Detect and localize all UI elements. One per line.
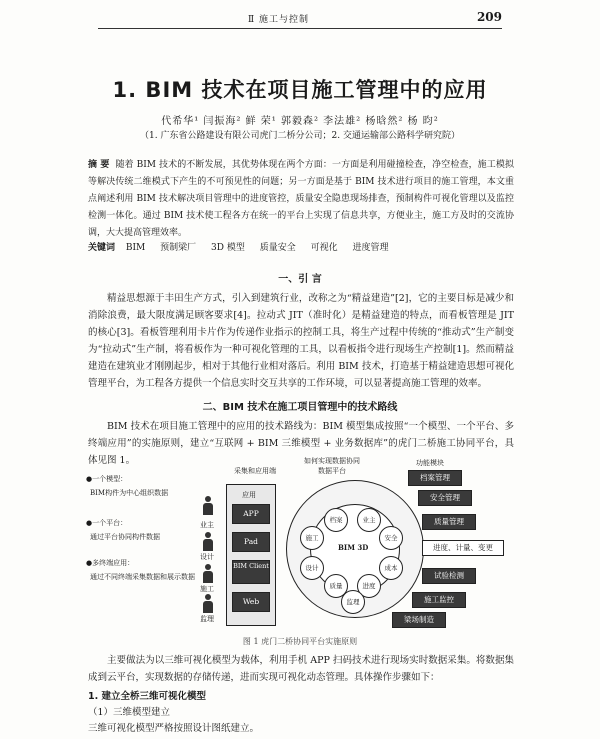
substep-text: 三维可视化模型严格按照设计图纸建立。	[88, 723, 260, 734]
person-icon	[202, 496, 214, 516]
figure-col-head-func: 功能模块	[416, 459, 444, 467]
keyword: 进度管理	[352, 243, 389, 253]
keyword: 预制梁厂	[160, 243, 197, 253]
function-module: 质量管理	[422, 514, 476, 530]
step-heading: 1. 建立全桥三维可视化模型	[88, 691, 207, 702]
figure-caption: 图 1 虎门二桥协同平台实施原则	[242, 637, 358, 646]
section-heading: 二、BIM 技术在施工项目管理中的技术路线	[202, 402, 398, 413]
ring-node: 成本	[379, 556, 403, 580]
keyword: BIM	[125, 243, 146, 253]
keyword: 3D 模型	[211, 243, 245, 253]
ring-node: 业主	[357, 508, 381, 532]
terminal-bim-client: BIM Client	[232, 560, 270, 584]
ring-node: 监理	[341, 590, 365, 614]
figure-left-title: ●一个模型：	[86, 475, 128, 483]
section1-paragraph: 精益思想源于丰田生产方式，引入到建筑行业，改称之为“精益建造”[2]，它的主要目标是减少和消除浪费，最大限度满足顾客要求[4]。拉动式 JIT（准时化）是精益建造的特点，而看板管理是 JIT 的核心[3]。看板管理利用卡片作为传递作业指示的控制工具，将生产过程中传统的“推动式”生产制变为“拉动式”生产制，将看板作为一种可视化管理的工具，以看板指令进行现场生产控制[1]。然而精益建造在建筑业才刚刚起步，相对于其他行业相对落后。利用 BIM 技术，打造基于精益建造思想可视化管理平台，为工程各方提供一个信息实时交互共享的工作环境，可以显著提高施工管理的效率。	[88, 293, 514, 389]
ring-node: 质量	[324, 574, 348, 598]
page-number: 209	[476, 10, 502, 24]
paper-title: 1. BIM 技术在项目施工管理中的应用	[112, 78, 488, 102]
role-label: 监理	[200, 615, 214, 623]
figure-left-title: ●多终端应用：	[86, 559, 135, 567]
keyword: 可视化	[310, 243, 338, 253]
abstract-label: 摘 要	[88, 160, 110, 170]
ring-node: 施工	[300, 526, 324, 550]
person-icon	[202, 564, 214, 584]
figure-left-desc: 通过平台协同构件数据	[90, 533, 160, 541]
section-heading: 一、引 言	[278, 274, 322, 285]
person-icon	[202, 594, 214, 614]
figure-left-title: ●一个平台：	[86, 519, 128, 527]
terminal-web: Web	[232, 592, 270, 612]
role-label: 设计	[200, 553, 214, 561]
keywords-label: 关键词	[88, 243, 116, 253]
keywords	[88, 240, 514, 253]
abstract-text: 随着 BIM 技术的不断发展，其优势体现在两个方面：一方面是利用碰撞检查，净空检查，施工模拟等解决传统二维模式下产生的不可预见性的问题；另一方面是基于 BIM 技术进行项目的施工管理，本文重点阐述利用 BIM 技术解决项目管理中的进度管控，质量安全隐患现场排查，预制构件可视化管理以及监控检测一体化。通过 BIM 技术使工程各方在统一的平台上实现了信息共享，方便业主，施工方及时的交流协调，大大提高管理效率。	[88, 160, 514, 238]
running-head-section: Ⅱ 施工与控制	[248, 15, 309, 25]
function-module: 试验检测	[422, 568, 476, 584]
terminal-pad: Pad	[232, 532, 270, 552]
figure-1	[86, 456, 506, 632]
ring-node: 档案	[324, 508, 348, 532]
figure-col-head-collect: 采集和应用端	[234, 467, 276, 475]
section2-paragraph: BIM 技术在项目施工管理中的应用的技术路线为：BIM 模型集成按照“一个模型、一个平台、多终端应用”的实施原则，建立“互联网 + BIM 三维模型 + 业务数据库”的虎门二桥施工协同平台，具体见图 1。	[88, 421, 514, 466]
figure-left-desc: BIM构件为中心组织数据	[90, 489, 169, 497]
after-figure-paragraph: 主要做法为以三维可视化模型为载体，利用手机 APP 扫码技术进行现场实时数据采集。将数据集成到云平台，实现数据的存储传递，进而实现可视化动态管理。具体操作步骤如下：	[88, 655, 514, 683]
keyword: 质量安全	[259, 243, 296, 253]
terminal-app: APP	[232, 504, 270, 524]
substep-heading: （1）三维模型建立	[88, 707, 171, 718]
ring-node: 进度	[357, 574, 381, 598]
affiliation: （1. 广东省公路建设有限公司虎门二桥分公司；2. 交通运输部公路科学研究院）	[140, 131, 460, 141]
ring-node: 设计	[300, 556, 324, 580]
abstract	[88, 157, 514, 242]
function-module: 梁场制造	[392, 612, 446, 628]
function-module: 档案管理	[408, 470, 462, 486]
figure-left-desc: 通过不同终端采集数据和展示数据	[90, 573, 195, 581]
function-module: 进度、计量、变更	[422, 540, 504, 556]
role-label: 业主	[200, 521, 214, 529]
role-label: 施工	[200, 585, 214, 593]
figure-col-head-platform: 如何实现数据协同 数据平台	[304, 457, 360, 475]
bim-center-label: BIM 3D	[338, 543, 369, 552]
ring-node: 安全	[379, 526, 403, 550]
authors: 代希华¹ 闫振海² 鲜 荣¹ 郭毅森² 李法雄² 杨晗然² 杨 昀²	[161, 116, 439, 127]
function-module: 施工监控	[412, 592, 466, 608]
function-module: 安全管理	[418, 490, 472, 506]
running-head	[98, 10, 502, 29]
person-icon	[202, 532, 214, 552]
app-label: 应用	[242, 491, 256, 499]
